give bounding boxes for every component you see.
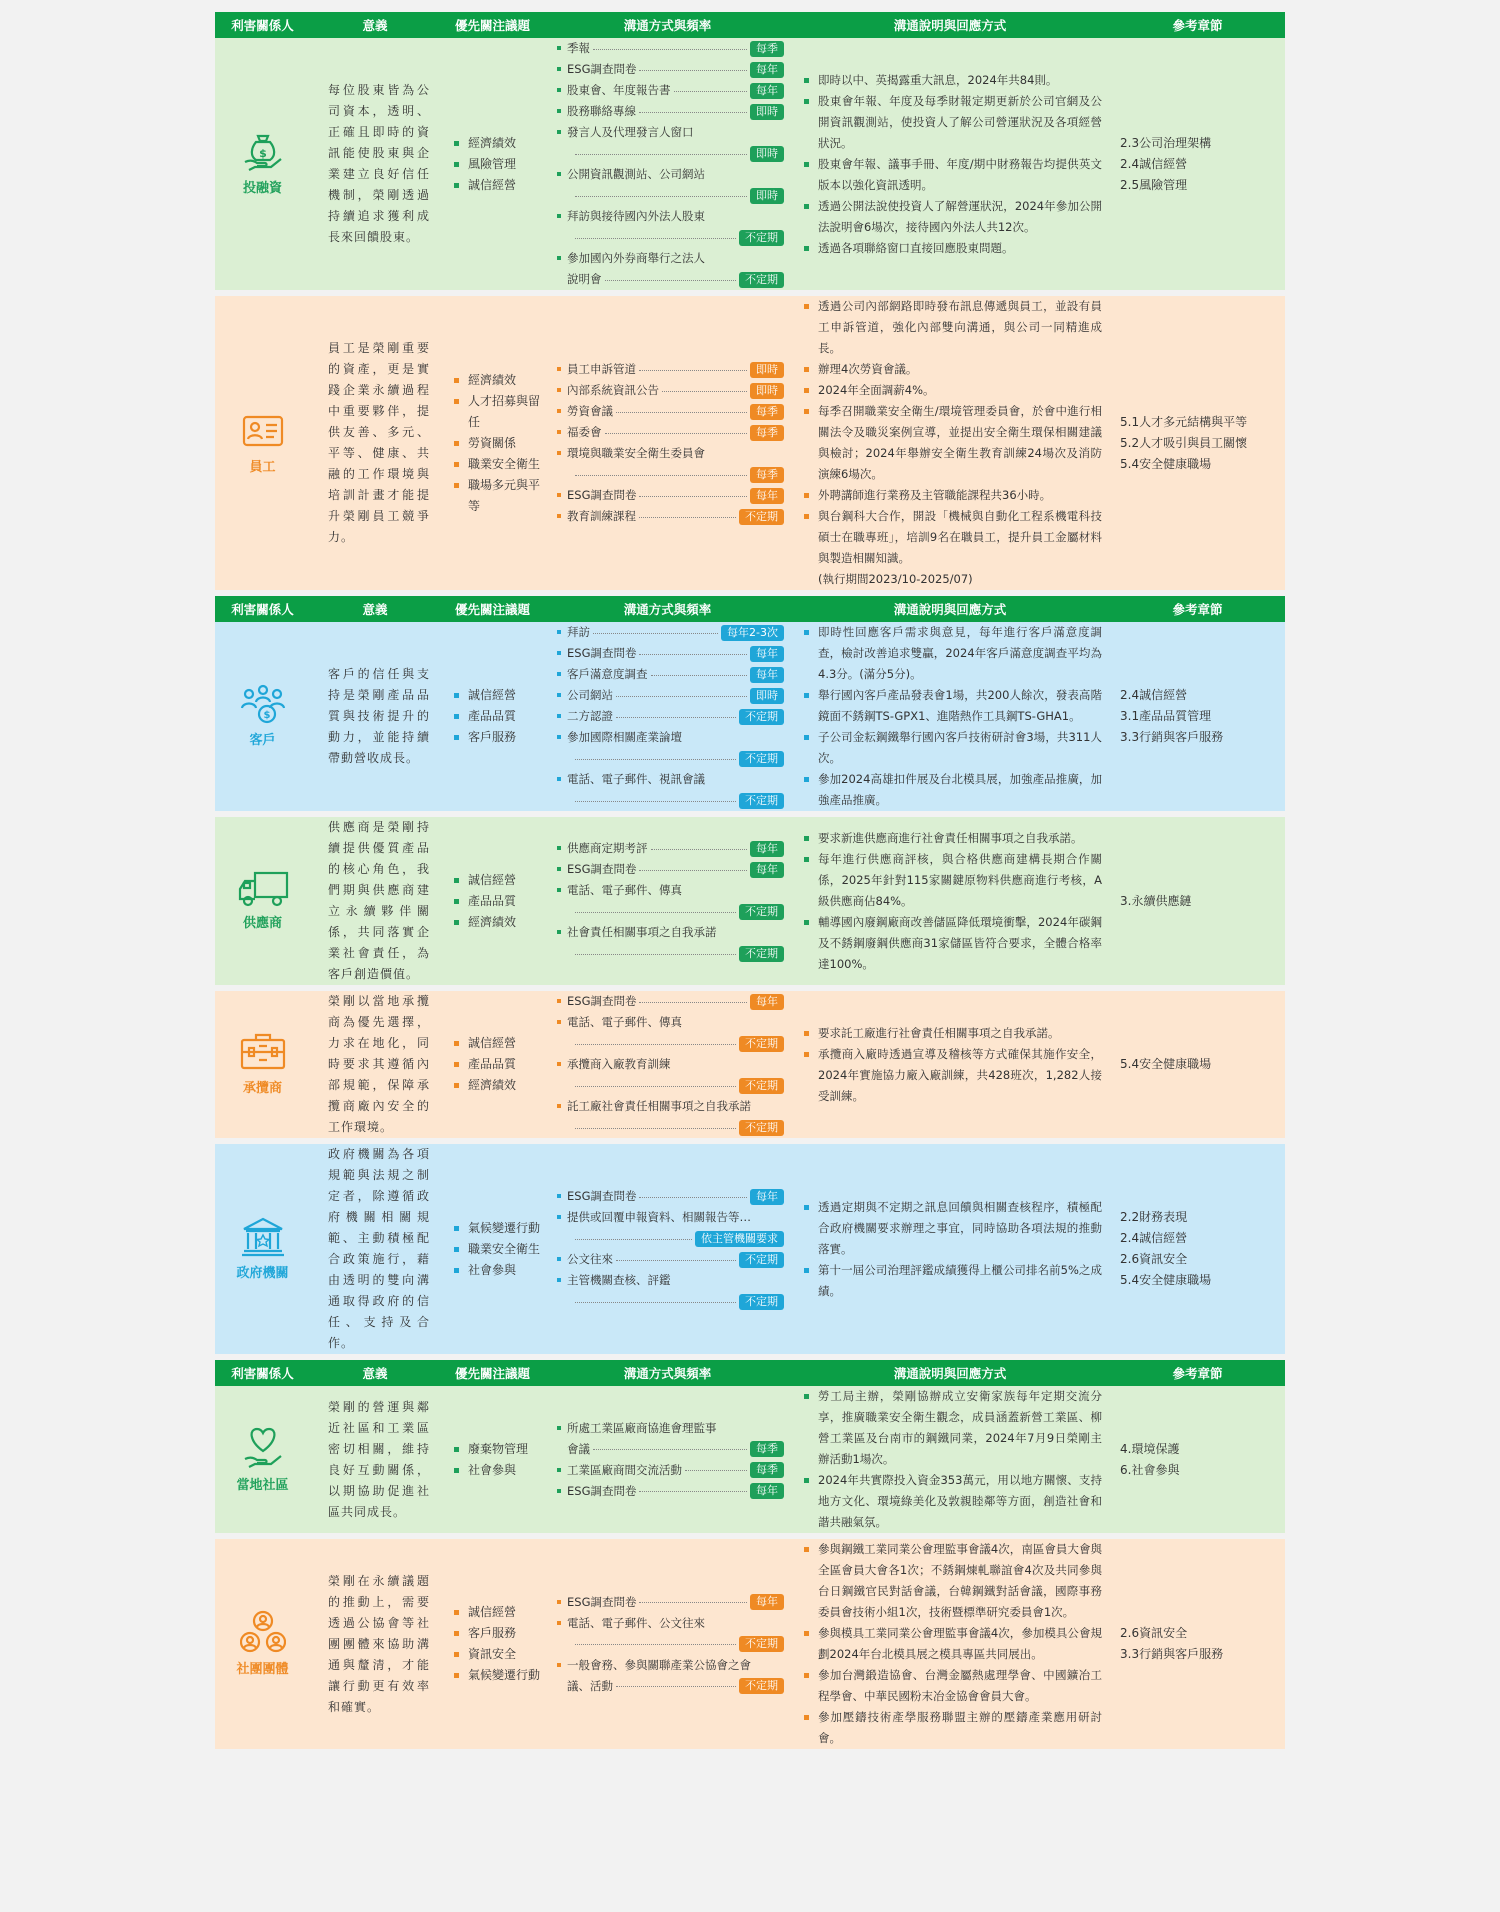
reference-chapters [1110, 622, 1285, 811]
channel-label: ESG調查問卷 [567, 62, 637, 76]
frequency-badge: 依主管機關要求 [695, 1231, 784, 1247]
response-item: 要求託工廠進行社會責任相關事項之自我承諾。 [802, 1023, 1102, 1044]
header-cell: 溝通方式與頻率 [623, 18, 712, 33]
stakeholder-name-cell [215, 991, 310, 1138]
channel-item [557, 443, 784, 485]
frequency-badge: 每年 [750, 994, 784, 1010]
frequency-badge: 每季 [750, 1462, 784, 1478]
topic-list [440, 1602, 545, 1686]
reference-item: 2.6資訊安全 [1120, 1252, 1188, 1266]
frequency-badge: 每年 [750, 841, 784, 857]
channel-label: ESG調查問卷 [567, 862, 637, 876]
channel-label: 環境與職業安全衛生委員會 [567, 446, 705, 460]
header-cell: 參考章節 [1172, 18, 1223, 33]
reference-item: 2.3公司治理架構 [1120, 135, 1212, 150]
supplier-truck-icon [237, 869, 289, 913]
channel-label: 季報 [567, 41, 590, 55]
channel-label: 拜訪與接待國內外法人股東 [567, 209, 705, 223]
topic-item: 誠信經營 [454, 870, 545, 891]
channel-label: 股務聯絡專線 [567, 104, 636, 118]
stakeholder-name: 客戶 [249, 733, 276, 748]
topic-item: 產品品質 [454, 706, 545, 727]
channel-list [545, 296, 790, 590]
header-cell: 利害關係人 [231, 602, 294, 617]
topic-list [440, 370, 545, 517]
frequency-badge: 不定期 [739, 1120, 784, 1136]
topic-item: 產品品質 [454, 891, 545, 912]
frequency-badge: 不定期 [739, 230, 784, 246]
response-item: 股東會年報、年度及每季財報定期更新於公司官網及公開資訊觀測站，使投資人了解公司營運狀況及各項經營狀況。 [802, 91, 1102, 154]
table-header [215, 596, 1285, 622]
stakeholder-row [215, 1144, 1285, 1354]
topic-list [440, 1439, 545, 1481]
header-cell: 參考章節 [1172, 1366, 1223, 1381]
channel-label: 公開資訊觀測站、公司網站 [567, 167, 705, 181]
svg-text:$: $ [263, 710, 270, 721]
channel-label: 員工申訴管道 [567, 362, 636, 376]
community-heart-hand-icon [241, 1423, 285, 1475]
channel-list [545, 1144, 790, 1354]
channel-item [557, 859, 784, 880]
topic-item: 勞資關係 [454, 433, 545, 454]
topic-item: 經濟績效 [454, 133, 545, 154]
channel-item [557, 38, 784, 59]
response-item: 承攬商入廠時透過宣導及稽核等方式確保其施作安全，2024年實施協力廠入廠訓練，共428班次，1,282人接受訓練。 [802, 1044, 1102, 1107]
channel-item [557, 991, 784, 1012]
response-item: 透過公開法說使投資人了解營運狀況，2024年參加公開法說明會6場次，接待國內外法人共12次。 [802, 196, 1102, 238]
association-people-icon [240, 1609, 286, 1659]
response-item: 舉行國內客戶產品發表會1場，共200人餘次，發表高階鏡面不銹鋼TS-GPX1、進階熱作工具鋼TS-GHA1。 [802, 685, 1102, 727]
topic-item: 職業安全衛生 [454, 454, 545, 475]
reference-item: 5.4安全健康職場 [1120, 456, 1212, 471]
response-item: 參與模具工業同業公會理監事會議4次，參加模具公會規劃2024年台北模具展之模具專區共同展出。 [802, 1623, 1102, 1665]
frequency-badge: 不定期 [739, 793, 784, 809]
topic-item: 氣候變遷行動 [454, 1218, 545, 1239]
frequency-badge: 每年2-3次 [721, 625, 784, 641]
channel-item [557, 164, 784, 206]
channel-item [557, 922, 784, 964]
channel-item [557, 80, 784, 101]
reference-item: 6.社會參與 [1120, 1462, 1180, 1477]
header-cell: 溝通說明與回應方式 [893, 18, 1007, 33]
response-description [790, 1386, 1110, 1533]
topic-item: 誠信經營 [454, 1033, 545, 1054]
response-item: 子公司金耘鋼鐵舉行國內客戶技術研討會3場，共311人次。 [802, 727, 1102, 769]
reference-chapters [1110, 38, 1285, 290]
channel-list [545, 1386, 790, 1533]
response-item: 與台鋼科大合作，開設「機械與自動化工程系機電科技碩士在職專班」，培訓9名在職員工，提升員工金屬材料與製造相關知識。 [802, 506, 1102, 569]
topic-item: 產品品質 [454, 1054, 545, 1075]
topic-item: 職業安全衛生 [454, 1239, 545, 1260]
channel-label: 福委會 [567, 425, 602, 439]
channel-list [545, 1539, 790, 1749]
frequency-badge: 即時 [750, 362, 784, 378]
meaning-text: 榮剛的營運與鄰近社區和工業區密切相關，維持良好互動關係，以期協助促進社區共同成長。 [328, 1399, 430, 1519]
channel-item [557, 1207, 784, 1249]
reference-chapters [1110, 1539, 1285, 1749]
frequency-badge: 不定期 [739, 1636, 784, 1652]
channel-item [557, 1186, 784, 1207]
topic-list [440, 133, 545, 196]
channel-item [557, 664, 784, 685]
response-item: 參與鋼鐵工業同業公會理監事會議4次，南區會員大會與全區會員大會各1次；不銹鋼煉軋聯誼會4次及共同參與台日鋼鐵官民對話會議，台韓鋼鐵對話會議，國際事務委員會技術小組1次，技術暨標準研究委員會1次。 [802, 1539, 1102, 1623]
stakeholder-name-cell [215, 1144, 310, 1354]
response-item: 輔導國內廢鋼廠商改善儲區降低環境衝擊，2024年碳鋼及不銹鋼廢鋼供應商31家儲區皆符合要求，全體合格率達100%。 [802, 912, 1102, 975]
channel-item [557, 1249, 784, 1270]
channel-label: 主管機關查核、評鑑 [567, 1273, 671, 1287]
response-description [790, 991, 1110, 1138]
channel-item [557, 506, 784, 527]
channel-item [557, 880, 784, 922]
response-item: 股東會年報、議事手冊、年度/期中財務報告均提供英文版本以強化資訊透明。 [802, 154, 1102, 196]
channel-item [557, 706, 784, 727]
reference-item: 3.3行銷與客戶服務 [1120, 730, 1224, 744]
channel-item [557, 59, 784, 80]
response-item: 辦理4次勞資會議。 [802, 359, 1102, 380]
header-cell: 溝通方式與頻率 [623, 602, 712, 617]
frequency-badge: 不定期 [739, 904, 784, 920]
topic-item: 風險管理 [454, 154, 545, 175]
topic-item: 廢棄物管理 [454, 1439, 545, 1460]
channel-item [557, 1418, 784, 1460]
channel-label: 二方認證 [567, 709, 613, 723]
reference-item: 3.永續供應鏈 [1120, 893, 1192, 908]
frequency-badge: 即時 [750, 146, 784, 162]
channel-list [545, 991, 790, 1138]
frequency-badge: 每年 [750, 83, 784, 99]
frequency-badge: 不定期 [739, 1678, 784, 1694]
frequency-badge: 即時 [750, 104, 784, 120]
topic-item: 社會參與 [454, 1460, 545, 1481]
response-item: 參加壓鑄技術產學服務聯盟主辦的壓鑄產業應用研討會。 [802, 1707, 1102, 1749]
channel-item [557, 1592, 784, 1613]
channel-label-cont: 會議 [567, 1441, 590, 1456]
frequency-badge: 每年 [750, 488, 784, 504]
channel-label-cont: 議、活動 [567, 1678, 613, 1693]
channel-label: 一般會務、參與關聯產業公協會之會 [567, 1657, 751, 1672]
frequency-badge: 每季 [750, 41, 784, 57]
meaning-text: 榮剛在永續議題的推動上，需要透過公協會等社團團體來協助溝通與釐清，才能讓行動更有效率和確實。 [328, 1573, 430, 1714]
channel-label: 供應商定期考評 [567, 841, 648, 855]
channel-label: 公司網站 [567, 688, 613, 702]
frequency-badge: 不定期 [739, 1078, 784, 1094]
response-item: 透過定期與不定期之訊息回饋與相關查核程序，積極配合政府機關要求辦理之事宜，同時協助各項法規的推動落實。 [802, 1197, 1102, 1260]
response-item: 2024年全面調薪4%。 [802, 380, 1102, 401]
reference-item: 5.2人才吸引與員工關懷 [1120, 435, 1248, 450]
channel-item [557, 769, 784, 811]
table-header [215, 12, 1285, 38]
channel-label: ESG調查問卷 [567, 488, 637, 502]
frequency-badge: 每年 [750, 62, 784, 78]
stakeholder-name: 供應商 [242, 915, 282, 931]
response-item: 每年進行供應商評核，與合格供應商建構長期合作關係，2025年針對115家關鍵原物料供應商進行考核，A級供應商佔84%。 [802, 849, 1102, 912]
frequency-badge: 不定期 [739, 751, 784, 767]
channel-label: 勞資會議 [567, 404, 613, 418]
channel-item [557, 1481, 784, 1502]
header-cell: 參考章節 [1172, 602, 1223, 617]
channel-label: 所處工業區廠商協進會理監事 [567, 1420, 717, 1435]
topic-item: 資訊安全 [454, 1644, 545, 1665]
frequency-badge: 每年 [750, 667, 784, 683]
channel-label: 股東會、年度報告書 [567, 83, 671, 97]
channel-item [557, 1655, 784, 1697]
table-header [215, 1360, 1285, 1386]
frequency-badge: 每年 [750, 646, 784, 662]
stakeholder-row [215, 296, 1285, 590]
channel-label: 參加國際相關產業論壇 [567, 730, 682, 744]
channel-label: 客戶滿意度調查 [567, 667, 648, 681]
frequency-badge: 不定期 [739, 272, 784, 288]
meaning-text: 供應商是榮剛持續提供優質產品的核心角色，我們期與供應商建立永續夥伴關係，共同落實企業社會責任，為客戶創造價值。 [328, 820, 430, 981]
response-item: 參加台灣鍛造協會、台灣金屬熱處理學會、中國鑛冶工程學會、中華民國粉末冶金協會會員大會。 [802, 1665, 1102, 1707]
reference-item: 2.5風險管理 [1120, 177, 1188, 192]
header-cell: 意義 [362, 18, 388, 33]
response-item: 外聘講師進行業務及主管職能課程共36小時。 [802, 485, 1102, 506]
channel-label: 承攬商入廠教育訓練 [567, 1057, 671, 1071]
response-item: 勞工局主辦，榮剛協辦成立安衛家族每年定期交流分享，推廣職業安全衛生觀念，成員涵蓋新營工業區、柳營工業區及台南市的鋼鐵同業，2024年7月9日榮剛主辦活動1場次。 [802, 1386, 1102, 1470]
reference-chapters [1110, 296, 1285, 590]
reference-item: 3.3行銷與客戶服務 [1120, 1647, 1224, 1661]
topic-item: 誠信經營 [454, 1602, 545, 1623]
frequency-badge: 不定期 [739, 709, 784, 725]
frequency-badge: 每年 [750, 1594, 784, 1610]
channel-item [557, 1460, 784, 1481]
channel-item [557, 1012, 784, 1054]
stakeholder-name-cell [215, 38, 310, 290]
reference-chapters [1110, 1144, 1285, 1354]
topic-list [440, 1218, 545, 1281]
stakeholder-row [215, 622, 1285, 811]
frequency-badge: 即時 [750, 188, 784, 204]
header-cell: 優先關注議題 [454, 602, 530, 617]
frequency-badge: 即時 [750, 383, 784, 399]
channel-list [545, 817, 790, 985]
channel-item [557, 401, 784, 422]
frequency-badge: 每季 [750, 467, 784, 483]
stakeholder-name-cell [215, 296, 310, 590]
channel-item [557, 359, 784, 380]
header-cell: 優先關注議題 [454, 18, 530, 33]
channel-item [557, 422, 784, 443]
topic-item: 經濟績效 [454, 370, 545, 391]
channel-label: ESG調查問卷 [567, 1189, 637, 1203]
response-description [790, 38, 1110, 290]
stakeholder-name-cell [215, 1539, 310, 1749]
reference-chapters [1110, 1386, 1285, 1533]
channel-item [557, 101, 784, 122]
channel-item [557, 622, 784, 643]
channel-item [557, 206, 784, 248]
frequency-badge: 每季 [750, 404, 784, 420]
channel-item [557, 380, 784, 401]
topic-item: 誠信經營 [454, 685, 545, 706]
reference-chapters [1110, 817, 1285, 985]
reference-chapters [1110, 991, 1285, 1138]
channel-item [557, 1054, 784, 1096]
reference-item: 4.環境保護 [1120, 1441, 1180, 1456]
response-item: 參加2024高雄扣件展及台北模具展，加強產品推廣，加強產品推廣。 [802, 769, 1102, 811]
execution-period-note: (執行期間2023/10-2025/07) [818, 572, 973, 586]
stakeholder-name-cell [215, 622, 310, 811]
response-item: 透過公司內部網路即時發布訊息傳遞與員工，並設有員工申訴管道，強化內部雙向溝通，與公司一同精進成長。 [802, 296, 1102, 359]
stakeholder-name-cell [215, 1386, 310, 1533]
header-cell: 意義 [362, 1366, 388, 1381]
channel-label: ESG調查問卷 [567, 646, 637, 660]
svg-text:$: $ [258, 146, 267, 160]
stakeholder-row [215, 38, 1285, 290]
channel-item [557, 248, 784, 290]
topic-list [440, 1033, 545, 1096]
channel-item [557, 685, 784, 706]
reference-item: 5.4安全健康職場 [1120, 1057, 1212, 1071]
frequency-badge: 每年 [750, 1189, 784, 1205]
reference-item: 2.4誠信經營 [1120, 156, 1188, 171]
response-description [790, 1144, 1110, 1354]
reference-item: 5.4安全健康職場 [1120, 1273, 1212, 1287]
frequency-badge: 每季 [750, 425, 784, 441]
frequency-badge: 不定期 [739, 1252, 784, 1268]
topic-item: 誠信經營 [454, 175, 545, 196]
frequency-badge: 不定期 [739, 946, 784, 962]
response-description [790, 622, 1110, 811]
meaning-text: 每位股東皆為公司資本，透明、正確且即時的資訊能使股東與企業建立良好信任機制，榮剛透過持續追求獲利成長來回饋股東。 [328, 83, 430, 244]
topic-item: 經濟績效 [454, 1075, 545, 1096]
channel-label: 社會責任相關事項之自我承諾 [567, 925, 717, 939]
customer-group-icon [239, 682, 287, 730]
stakeholder-name: 承攬商 [242, 1081, 282, 1096]
response-item: 即時以中、英揭露重大訊息，2024年共84則。 [802, 70, 1102, 91]
response-item: 第十一屆公司治理評鑑成績獲得上櫃公司排名前5%之成績。 [802, 1260, 1102, 1302]
channel-label: 拜訪 [567, 625, 590, 639]
channel-label: 提供或回覆申報資料、相關報告等… [567, 1210, 751, 1224]
header-cell: 利害關係人 [231, 18, 294, 33]
response-description [790, 1539, 1110, 1749]
channel-item [557, 1270, 784, 1312]
channel-label: 電話、電子郵件、公文往來 [567, 1615, 705, 1630]
header-cell: 意義 [362, 602, 388, 617]
government-building-icon [240, 1215, 286, 1263]
frequency-badge: 不定期 [739, 1294, 784, 1310]
frequency-badge: 不定期 [739, 1036, 784, 1052]
topic-item: 氣候變遷行動 [454, 1665, 545, 1686]
channel-list [545, 622, 790, 811]
reference-item: 5.1人才多元結構與平等 [1120, 414, 1248, 429]
channel-label: 教育訓練課程 [567, 509, 636, 523]
employee-id-card-icon [241, 409, 285, 457]
frequency-badge: 不定期 [739, 509, 784, 525]
stakeholder-name: 投融資 [242, 180, 282, 196]
channel-label: 電話、電子郵件、傳真 [567, 1015, 682, 1029]
response-description [790, 296, 1110, 590]
frequency-badge: 即時 [750, 688, 784, 704]
meaning-text: 員工是榮剛重要的資產，更是實踐企業永續過程中重要夥伴，提供友善、多元、平等、健康、共融的工作環境與培訓計畫才能提升榮剛員工競爭力。 [328, 341, 430, 544]
frequency-badge: 每季 [750, 1441, 784, 1457]
channel-label: 內部系統資訊公告 [567, 383, 659, 397]
channel-label: 託工廠社會責任相關事項之自我承諾 [567, 1099, 751, 1113]
meaning-text: 客戶的信任與支持是榮剛產品品質與技術提升的動力，並能持續帶動營收成長。 [328, 667, 430, 765]
topic-item: 人才招募與留任 [454, 391, 545, 433]
topic-item: 客戶服務 [454, 727, 545, 748]
response-item: 即時性回應客戶需求與意見，每年進行客戶滿意度調查，檢討改善追求雙贏，2024年客戶滿意度調查平均為4.3分。(滿分5分)。 [802, 622, 1102, 685]
response-item: 透過各項聯絡窗口直接回應股東問題。 [802, 238, 1102, 259]
stakeholder-table [215, 12, 1285, 1755]
stakeholder-row [215, 991, 1285, 1138]
channel-item [557, 1096, 784, 1138]
response-item: 2024年共實際投入資金353萬元，用以地方關懷、支持地方文化、環境綠美化及敦親睦鄰等方面，創造社會和諧共融氣氛。 [802, 1470, 1102, 1533]
investor-money-icon [241, 130, 285, 178]
reference-item: 2.2財務表現 [1120, 1210, 1188, 1224]
channel-label: 電話、電子郵件、傳真 [567, 883, 682, 897]
topic-list [440, 870, 545, 933]
response-description [790, 817, 1110, 985]
channel-item [557, 727, 784, 769]
channel-label: 電話、電子郵件、視訊會議 [567, 772, 705, 786]
response-item: 每季召開職業安全衛生/環境管理委員會，於會中進行相關法令及職災案例宣導，並提出安全衛生環保相關建議與檢討；2024年舉辦安全衛生教育訓練24場次及消防演練6場次。 [802, 401, 1102, 485]
channel-label: 工業區廠商間交流活動 [567, 1462, 682, 1477]
channel-label: ESG調查問卷 [567, 1483, 637, 1498]
channel-label-cont: 說明會 [567, 272, 602, 286]
topic-item: 客戶服務 [454, 1623, 545, 1644]
header-cell: 優先關注議題 [454, 1366, 530, 1381]
stakeholder-name: 當地社區 [236, 1478, 289, 1493]
channel-item [557, 485, 784, 506]
topic-item: 社會參與 [454, 1260, 545, 1281]
topic-item: 職場多元與平等 [454, 475, 545, 517]
stakeholder-row [215, 1386, 1285, 1533]
channel-label: ESG調查問卷 [567, 994, 637, 1008]
topic-list [440, 685, 545, 748]
stakeholder-name: 社團團體 [236, 1661, 289, 1677]
channel-item [557, 122, 784, 164]
header-cell: 溝通說明與回應方式 [893, 1366, 1007, 1381]
channel-label: 參加國內外券商舉行之法人 [567, 251, 705, 265]
channel-label: ESG調查問卷 [567, 1594, 637, 1609]
stakeholder-name: 員工 [249, 459, 276, 475]
meaning-text: 榮剛以當地承攬商為優先選擇，力求在地化，同時要求其遵循內部規範，保障承攬商廠內安全的工作環境。 [328, 994, 430, 1134]
frequency-badge: 每年 [750, 862, 784, 878]
stakeholder-row [215, 817, 1285, 985]
header-cell: 溝通方式與頻率 [623, 1366, 712, 1381]
reference-item: 2.4誠信經營 [1120, 688, 1188, 702]
stakeholder-name-cell [215, 817, 310, 985]
channel-item [557, 838, 784, 859]
contractor-briefcase-icon [239, 1030, 287, 1078]
meaning-text: 政府機關為各項規範與法規之制定者，除遵循政府機關相關規範、主動積極配合政策施行，藉由透明的雙向溝通取得政府的信任、支持及合作。 [328, 1147, 430, 1350]
channel-item [557, 1613, 784, 1655]
reference-item: 2.4誠信經營 [1120, 1231, 1188, 1245]
channel-list [545, 38, 790, 290]
response-item: 要求新進供應商進行社會責任相關事項之自我承諾。 [802, 828, 1102, 849]
reference-item: 3.1產品品質管理 [1120, 709, 1212, 723]
channel-item [557, 643, 784, 664]
stakeholder-name: 政府機關 [236, 1265, 289, 1281]
topic-item: 經濟績效 [454, 912, 545, 933]
reference-item: 2.6資訊安全 [1120, 1626, 1188, 1640]
channel-label: 發言人及代理發言人窗口 [567, 125, 694, 139]
frequency-badge: 每年 [750, 1483, 784, 1499]
header-cell: 溝通說明與回應方式 [893, 602, 1007, 617]
stakeholder-row [215, 1539, 1285, 1749]
channel-label: 公文往來 [567, 1252, 613, 1266]
header-cell: 利害關係人 [231, 1366, 294, 1381]
